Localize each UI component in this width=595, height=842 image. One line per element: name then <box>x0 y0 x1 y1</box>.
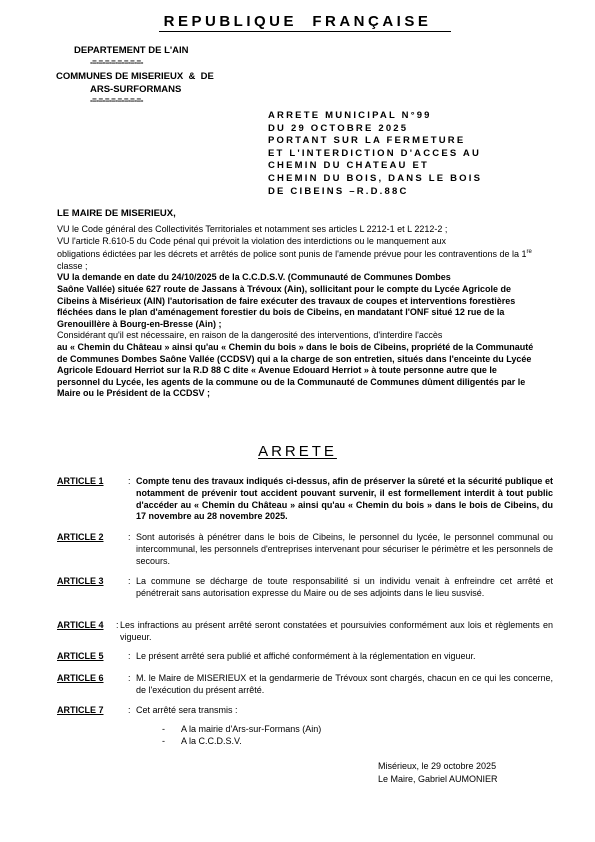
article-label: ARTICLE 2 <box>57 532 104 542</box>
commune-line-2: ARS-SURFORMANS <box>90 84 182 95</box>
visa-key: VU <box>57 272 70 283</box>
visa-3 <box>57 272 539 330</box>
visa-text: la demande en date du 24/10/2025 de la C.C.D.S.V. (Communauté de Communes Dombes <box>69 272 451 283</box>
arrete-heading-line: PORTANT SUR LA FERMETURE <box>268 135 466 147</box>
considerant <box>57 330 539 400</box>
considerant-key: Considérant <box>57 330 106 341</box>
department-label: DEPARTEMENT DE L'AIN <box>74 45 189 56</box>
article-label: ARTICLE 3 <box>57 576 104 586</box>
article-label: ARTICLE 6 <box>57 673 104 683</box>
article-label: ARTICLE 5 <box>57 651 104 661</box>
signature-signer: Le Maire, Gabriel AUMONIER <box>378 774 498 784</box>
article-3: ARTICLE 3 : La commune se décharge de toute responsabilité si un individu venait à enfreindre cet arrêté et pénétrerait sans autorisation expresse du Maire ou de ses adjoints dans le lieu susvisé. <box>57 576 553 598</box>
article-5: ARTICLE 5 : Le présent arrêté sera publié et affiché conformément à la réglementation en vigueur. <box>57 651 553 663</box>
arrete-heading-line: ARRETE MUNICIPAL N°99 <box>268 110 432 121</box>
transmission-list <box>162 723 321 747</box>
article-text: Cet arrêté sera transmis : <box>136 705 238 715</box>
article-text: Sont autorisés à pénétrer dans le bois de Cibeins, le personnel du lycée, le personnel communal ou intercommunal, les personnels d'entreprises intervenant pour sécuriser le périmètre et les personnels de secours. <box>136 532 553 566</box>
considerant-text: qu'il est nécessaire, en raison de la dangerosité des interventions, d'interdire l'accès <box>105 330 443 341</box>
article-text: M. le Maire de MISERIEUX et la gendarmerie de Trévoux sont chargés, chacun en ce qui les concerne, de l'exécution du présent arrêté. <box>136 673 553 695</box>
arrete-heading-line: CHEMIN DU BOIS, DANS LE BOIS <box>268 172 483 184</box>
commune-line-1: COMMUNES DE MISERIEUX & DE <box>56 71 214 82</box>
article-label: ARTICLE 7 <box>57 705 104 715</box>
commune-label <box>56 70 214 96</box>
visa-text-continued: obligations édictées par les décrets et arrêtés de police sont punis de l'amende prévue pour les contraventions de la 1re classe ; <box>57 249 532 271</box>
arrete-heading-line: DE CIBEINS –R.D.88C <box>268 185 409 197</box>
article-label: ARTICLE 4 <box>57 620 104 630</box>
arrete-heading <box>268 110 528 198</box>
signature-block <box>378 760 498 786</box>
title-underline <box>159 31 451 32</box>
article-text: La commune se décharge de toute responsabilité si un individu venait à enfreindre cet arrêté et pénétrerait sans autorisation expresse du Maire ou de ses adjoints dans le lieu susvisé. <box>136 576 553 598</box>
arrete-heading-line: CHEMIN DU CHATEAU ET <box>268 160 429 172</box>
visa-key: VU <box>57 235 70 246</box>
list-item: - A la C.C.D.S.V. <box>162 736 242 746</box>
article-text: Le présent arrêté sera publié et affiché conformément à la réglementation en vigueur. <box>136 651 476 661</box>
article-7: ARTICLE 7 : Cet arrêté sera transmis : <box>57 705 553 717</box>
separator-1: -=-=-=-=-=-=-=-=- <box>90 58 143 67</box>
article-4: ARTICLE 4 : Les infractions au présent arrêté seront constatées et poursuivies conformément aux lois et règlements en vigueur. <box>57 620 553 642</box>
article-text: Les infractions au présent arrêté seront constatées et poursuivies conformément aux lois et règlements en vigueur. <box>120 620 553 642</box>
visa-text: l'article R.610-5 du Code pénal qui prévoit la violation des interdictions ou le manquement aux <box>69 235 446 246</box>
arrete-section-title: ARRETE <box>258 443 337 460</box>
article-text: Compte tenu des travaux indiqués ci-dessus, afin de préserver la sûreté et la sécurité publique et notamment de prévenir tout accident pouvant survenir, il est formellement interdit à tout public d'accéder au « Chemin du Château » ainsi qu'au « Chemin du bois » dans le bois de Cibeins, du 17 novembre au 28 novembre 2025. <box>136 476 553 522</box>
visa-text: le Code général des Collectivités Territoriales et notamment ses articles L 2212-1 et L 2212-2 ; <box>69 224 448 234</box>
signature-place-date: Misérieux, le 29 octobre 2025 <box>378 761 497 771</box>
visa-text-continued: Saône Vallée) située 627 route de Jassans à Trévoux (Ain), sollicitant pour le compte du Lycée Agricole de Cibeins à Misérieux (AIN) l'autorisation de faire exécuter des travaux de coupes et interventions forestières fléchées dans le plan d'aménagement forestier du bois de Cibeins, en mandatant l'ONF situé 12 rue de la Grenouillère à Bourg-en-Bresse (Ain) ; <box>57 283 516 329</box>
article-2: ARTICLE 2 : Sont autorisés à pénétrer dans le bois de Cibeins, le personnel du lycée, le personnel communal ou intercommunal, les personnels d'entreprises intervenant pour sécuriser le périmètre et les personnels de secours. <box>57 532 553 566</box>
maire-heading: LE MAIRE DE MISERIEUX, <box>57 208 176 219</box>
document-title: REPUBLIQUE FRANÇAISE <box>163 13 432 30</box>
article-1: ARTICLE 1 : Compte tenu des travaux indiqués ci-dessus, afin de préserver la sûreté et la sécurité publique et notamment de prévenir tout accident pouvant survenir, il est formellement interdit à tout public d'accéder au « Chemin du Château » ainsi qu'au « Chemin du bois » dans le bois de Cibeins, du 17 novembre au 28 novembre 2025. <box>57 476 553 522</box>
visas-block <box>57 224 539 400</box>
arrete-heading-line: DU 29 OCTOBRE 2025 <box>268 122 409 134</box>
visa-key: VU <box>57 224 70 234</box>
list-item: - A la mairie d'Ars-sur-Formans (Ain) <box>162 724 322 734</box>
article-6: ARTICLE 6 : M. le Maire de MISERIEUX et la gendarmerie de Trévoux sont chargés, chacun en ce qui les concerne, de l'exécution du présent arrêté. <box>57 673 553 695</box>
article-label: ARTICLE 1 <box>57 476 104 486</box>
considerant-text-continued: au « Chemin du Château » ainsi qu'au « Chemin du bois » dans le bois de Cibeins, propriété de la Communauté de Communes Dombes Saône Vallée (CCDSV) qui a la charge de son entretien, situés dans l'enceinte du Lycée Agricole Edouard Herriot sur la R.D 88 C dite « Avenue Edouard Herriot » à toute personne autre que le personnel du Lycée, les agents de la commune ou de la Communauté de Communes dûment diligentés par le Maire ou le Président de la CCDSV ; <box>57 341 534 399</box>
visa-1 <box>57 224 539 236</box>
arrete-heading-line: ET L'INTERDICTION D'ACCES AU <box>268 147 482 159</box>
separator-2: -=-=-=-=-=-=-=-=- <box>90 96 143 105</box>
visa-2 <box>57 236 539 273</box>
